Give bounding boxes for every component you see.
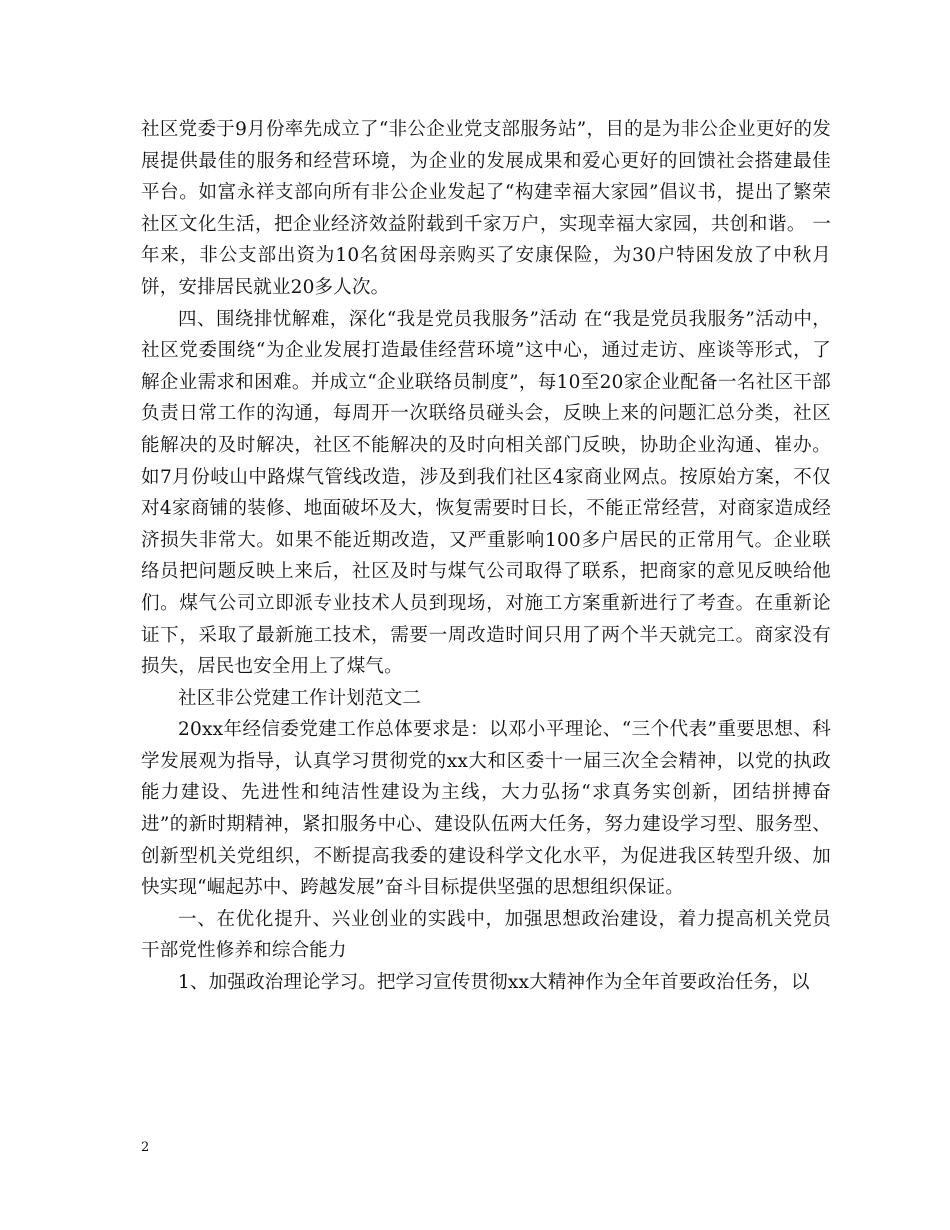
paragraph-overall-requirements: 20xx年经信委党建工作总体要求是：以邓小平理论、“三个代表”重要思想、科学发展观为指导，认真学习贯彻党的xx大和区委十一届三次全会精神，以党的执政能力建设、先进性和纯洁性建设为主线，大力弘扬“求真务实创新，团结拼搏奋进”的新时期精神，紧扣服务中心、建设队伍两大任务，努力建设学习型、服务型、创新型机关党组织，不断提高我委的建设科学文化水平，为促进我区转型升级、加快实现“崛起苏中、跨越发展”奋斗目标提供坚强的思想组织保证。 (141, 719, 831, 899)
paragraph-theory-study: 1、加强政治理论学习。把学习宣传贯彻xx大精神作为全年首要政治任务，以 (178, 972, 810, 994)
paragraph-community-service-station: 社区党委于9月份率先成立了“非公企业党支部服务站”，目的是为非公企业更好的发展提供最佳的服务和经营环境，为企业的发展成果和爱心更好的回馈社会搭建最佳平台。如富永祥支部向所有非公企业发起了“构建幸福大家园”倡议书，提出了繁荣社区文化生活，把企业经济效益附载到千家万户，实现幸福大家园，共创和谐。 一年来，非公支部出资为10名贫困母亲购买了安康保险，为30户特困发放了中秋月饼，安排居民就业20多人次。 (141, 119, 831, 298)
section-heading-sample-two: 社区非公党建工作计划范文二 (178, 687, 422, 709)
document-body (141, 114, 831, 999)
page-number: 2 (141, 1140, 150, 1155)
paragraph-section-one-heading: 一、在优化提升、兴业创业的实践中，加强思想政治建设，着力提高机关党员干部党性修养和综合能力 (141, 908, 831, 962)
paragraph-party-member-service: 四、围绕排忧解难，深化“我是党员我服务”活动 在“我是党员我服务”活动中，社区党委围绕“为企业发展打造最佳经营环境”这中心，通过走访、座谈等形式，了解企业需求和困难。并成立“企业联络员制度”，每10至20家企业配备一名社区干部负责日常工作的沟通，每周开一次联络员碰头会，反映上来的问题汇总分类，社区能解决的及时解决，社区不能解决的及时向相关部门反映，协助企业沟通、崔办。如7月份岐山中路煤气管线改造，涉及到我们社区4家商业网点。按原始方案，不仅对4家商铺的装修、地面破坏及大，恢复需要时日长，不能正常经营，对商家造成经济损失非常大。如果不能近期改造，又严重影响100多户居民的正常用气。企业联络员把问题反映上来后，社区及时与煤气公司取得了联系，把商家的意见反映给他们。煤气公司立即派专业技术人员到现场，对施工方案重新进行了考查。在重新论证下，采取了最新施工技术，需要一周改造时间只用了两个半天就完工。商家没有损失，居民也安全用上了煤气。 (141, 308, 831, 678)
